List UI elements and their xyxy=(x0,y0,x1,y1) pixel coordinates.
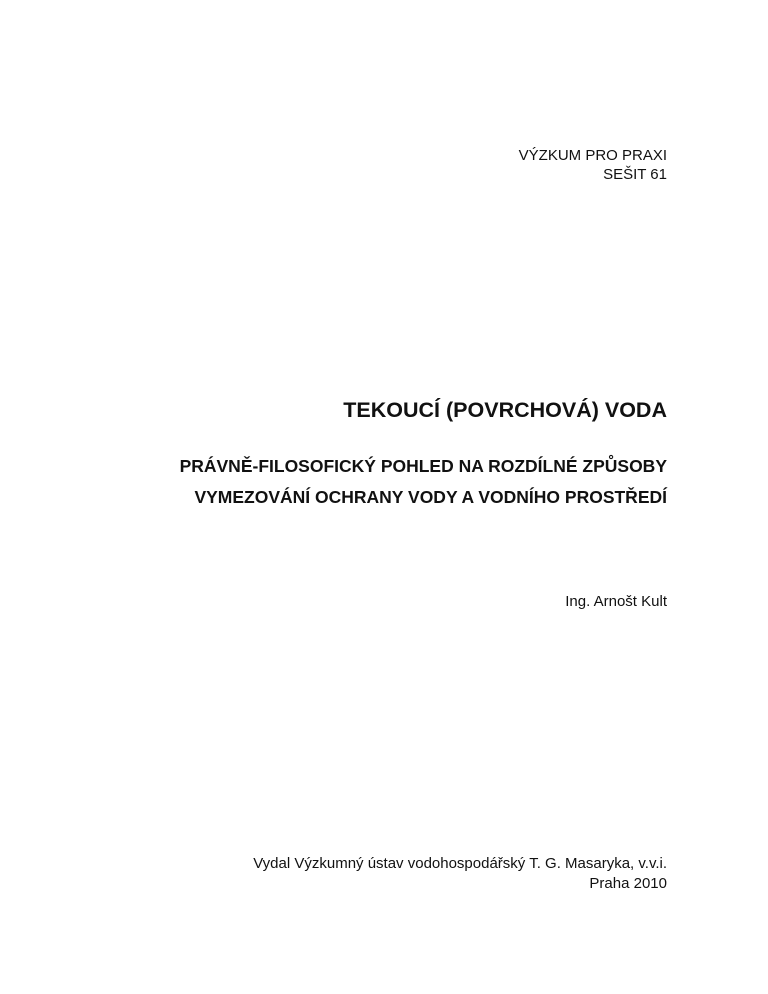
document-title: TEKOUCÍ (POVRCHOVÁ) VODA xyxy=(343,398,667,422)
series-number: SEŠIT 61 xyxy=(603,166,667,183)
publisher-block xyxy=(253,854,667,894)
series-name: VÝZKUM PRO PRAXI xyxy=(518,147,667,164)
document-subtitle xyxy=(180,451,667,513)
publication-place-year: Praha 2010 xyxy=(589,875,667,892)
author-name: Ing. Arnošt Kult xyxy=(565,593,667,610)
series-block xyxy=(519,146,667,184)
publisher-name: Vydal Výzkumný ústav vodohospodářský T. G. Masaryka, v.v.i. xyxy=(253,855,667,872)
subtitle-line-2: VYMEZOVÁNÍ OCHRANY VODY A VODNÍHO PROSTŘEDÍ xyxy=(194,487,667,507)
subtitle-line-1: PRÁVNĚ-FILOSOFICKÝ POHLED NA ROZDÍLNÉ ZPŮSOBY xyxy=(179,456,667,476)
